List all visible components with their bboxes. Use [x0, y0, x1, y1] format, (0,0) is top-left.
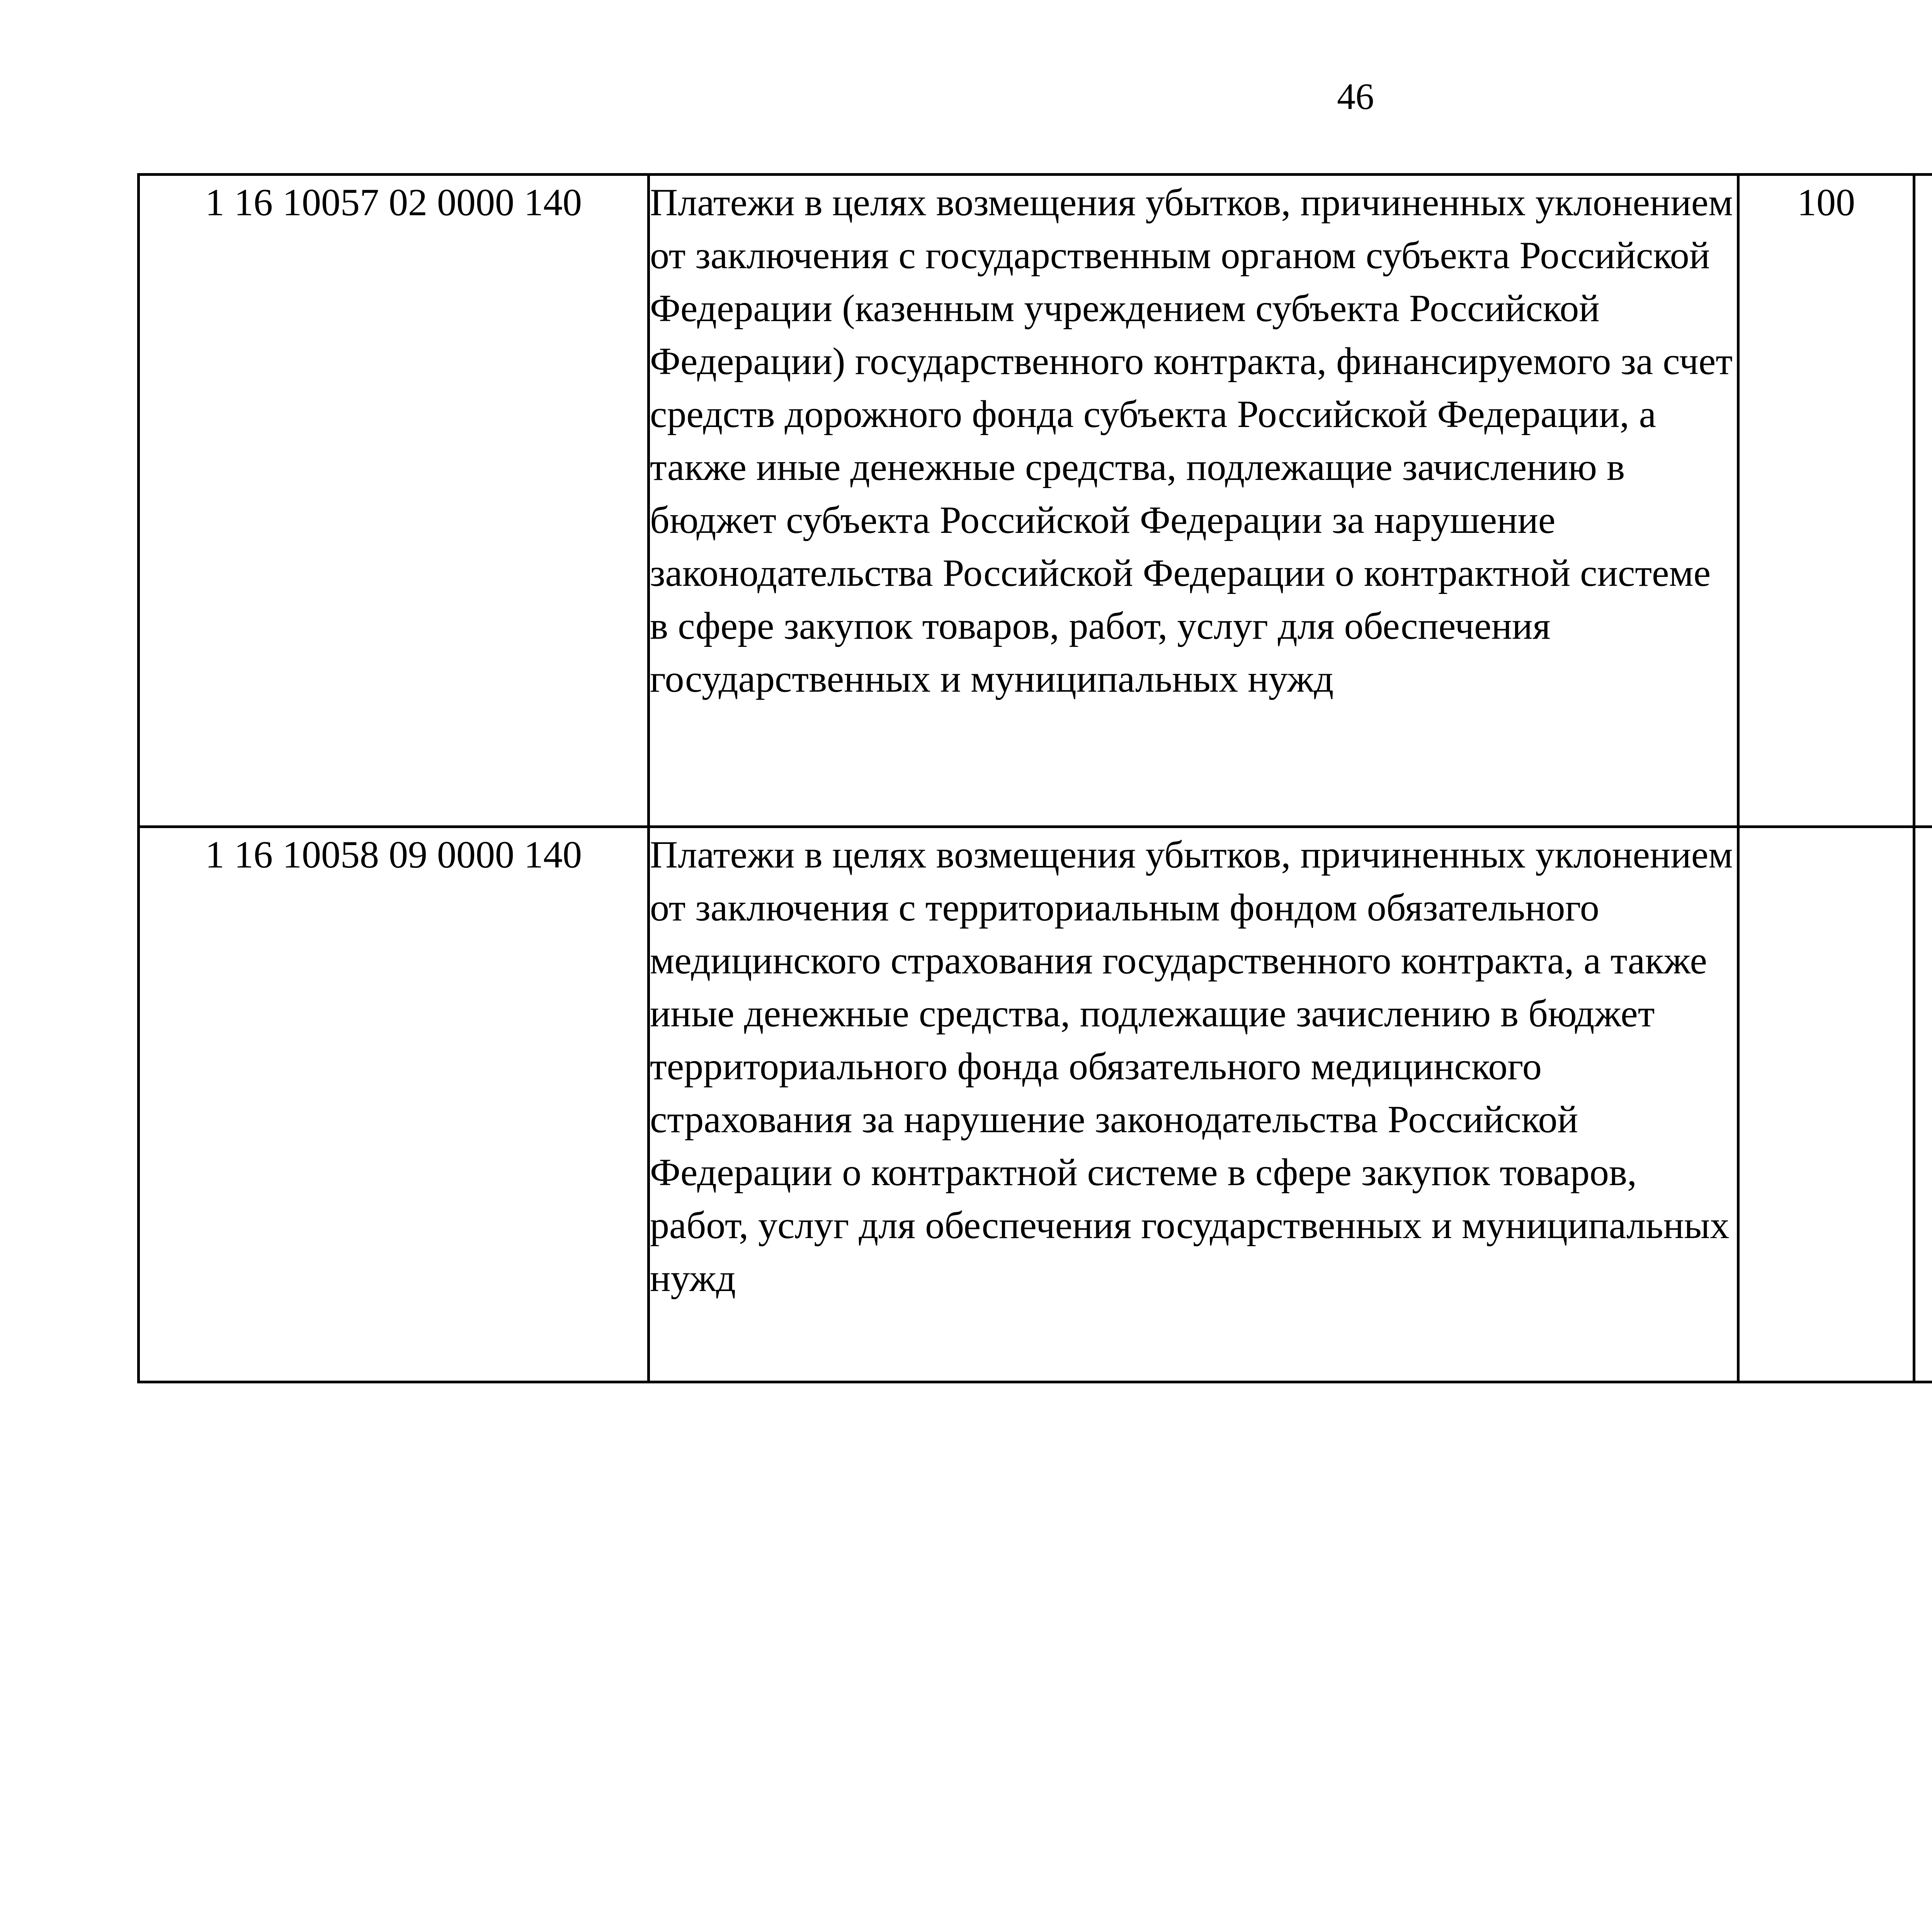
value-cell-2 [1914, 827, 1932, 1382]
table-row [139, 175, 1932, 827]
budget-code-cell: 1 16 10058 09 0000 140 [139, 827, 649, 1382]
table-row [139, 827, 1932, 1382]
page-number: 46 [1337, 76, 1374, 117]
description-cell: Платежи в целях возмещения убытков, причиненных уклонением от заключения с государственным органом субъекта Российской Федерации (казенным учреждением субъекта Российской Федерации) государственного контракта, финансируемого за счет средств дорожного фонда субъекта Российской Федерации, а также иные денежные средства, подлежащие зачислению в бюджет субъекта Российской Федерации за нарушение законодательства Российской Федерации о контрактной системе в сфере закупок товаров, работ, услуг для обеспечения государственных и муниципальных нужд [649, 175, 1738, 827]
value-cell-1 [1738, 827, 1914, 1382]
budget-code-cell: 1 16 10057 02 0000 140 [139, 175, 649, 827]
description-cell: Платежи в целях возмещения убытков, причиненных уклонением от заключения с территориальным фондом обязательного медицинского страхования государственного контракта, а также иные денежные средства, подлежащие зачислению в бюджет территориального фонда обязательного медицинского страхования за нарушение законодательства Российской Федерации о контрактной системе в сфере закупок товаров, работ, услуг для обеспечения государственных и муниципальных нужд [649, 827, 1738, 1382]
value-cell-1: 100 [1738, 175, 1914, 827]
value-cell-2 [1914, 175, 1932, 827]
budget-classification-table [137, 173, 1932, 1383]
